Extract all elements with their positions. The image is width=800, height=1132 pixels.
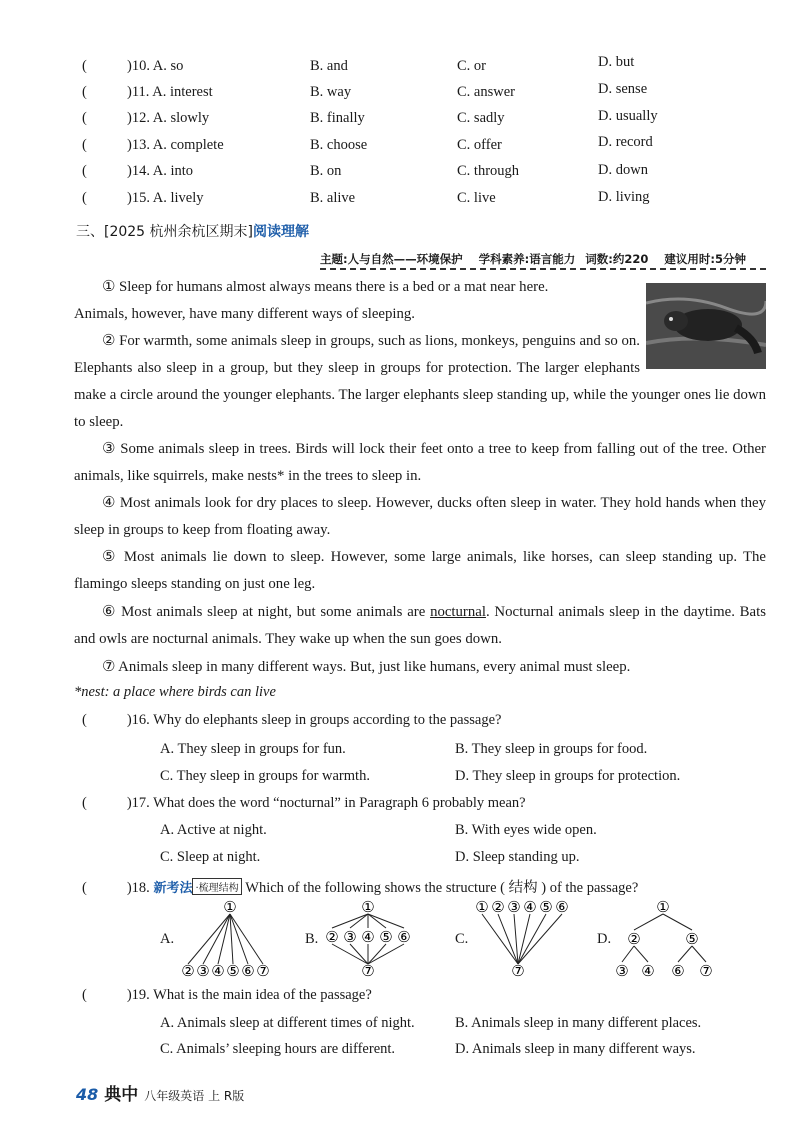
page-footer [76,1080,244,1105]
paragraph-7: ⑦ Animals sleep in many different ways. But, just like humans, every animal must sleep. [102,659,631,675]
answer-paren: ( [82,190,87,206]
diagram-node: ③ [507,898,521,916]
option-c[interactable]: C. through [457,163,520,179]
q19-option-b[interactable]: B. Animals sleep in many different places. [455,1015,702,1031]
option-c[interactable]: C. or [457,58,486,74]
option-c[interactable]: C. offer [457,137,502,153]
diagram-edge [663,914,692,930]
page-number: 48 [76,1085,99,1104]
section-header [76,221,309,241]
q19-option-c[interactable]: C. Animals’ sleeping hours are different. [160,1041,396,1057]
diagram-node: ① [361,898,375,916]
diagram-edge [518,914,562,964]
diagram-node: ⑥ [397,928,411,946]
diagram-edge [350,914,368,928]
cloze-row [0,134,800,161]
option-d[interactable]: D. living [598,189,650,205]
option-c[interactable]: C. live [457,190,496,206]
diagram-edge [692,946,706,962]
q17-option-a[interactable]: A. Active at night. [160,822,267,838]
question-18 [82,876,638,897]
book-title: 八年级英语 上 R版 [144,1089,245,1103]
paragraph-5: ⑤ Most animals lie down to sleep. However, some large animals, like horses, can sleep standing up. The flamingo sleeps standing on just one leg. [74,549,766,592]
cloze-row [0,190,800,214]
option-d[interactable]: D. record [598,134,653,150]
q18-paren: ( [82,880,87,896]
diagram-node: ⑦ [699,962,713,980]
p1-line1: ① Sleep for humans almost always means there is a bed or a mat near here. [102,279,549,295]
q19-option-a[interactable]: A. Animals sleep at different times of night. [160,1015,415,1031]
q18-stem: Which of the following shows the structure ( 结构 ) of the passage? [245,880,639,896]
meta-time: 建议用时:5分钟 [664,252,746,266]
option-b[interactable]: B. and [310,58,348,74]
cloze-row [0,110,800,134]
diagram-node: ⑤ [379,928,393,946]
diagram-b[interactable] [318,898,422,980]
q16-option-d[interactable]: D. They sleep in groups for protection. [455,768,681,784]
diagram-edge [368,914,404,928]
diagram-c-label[interactable]: C. [455,931,469,947]
option-b[interactable]: B. on [310,163,342,179]
diagram-edge [634,914,663,930]
meta-divider [320,268,766,270]
meta-literacy: 学科素养:语言能力 [478,252,576,266]
option-d[interactable]: D. usually [598,108,658,124]
diagram-edge [203,914,230,964]
diagram-a-label[interactable]: A. [160,931,175,947]
diagram-node: ② [627,930,641,948]
q18-num: )18. [126,880,150,896]
q17-option-c[interactable]: C. Sleep at night. [160,849,261,865]
diagram-b-label[interactable]: B. [305,931,319,947]
q16-option-a[interactable]: A. They sleep in groups for fun. [160,741,346,757]
diagram-node: ⑦ [511,962,525,980]
paragraph-1b: Animals, however, have many different ways of sleeping. [74,306,416,322]
option-a[interactable]: )10. A. so [127,58,184,74]
answer-paren: ( [82,137,87,153]
diagram-node: ⑤ [226,962,240,980]
q18-new-tag: 新考法 [153,881,193,896]
q17-option-d[interactable]: D. Sleep standing up. [455,849,580,865]
footnote: *nest: a place where birds can live [74,684,276,700]
question-19 [82,987,372,1004]
diagram-edge [482,914,518,964]
option-b[interactable]: B. choose [310,137,368,153]
diagram-node: ③ [343,928,357,946]
option-c[interactable]: C. answer [457,84,515,100]
paragraph-6: ⑥ Most animals sleep at night, but some animals are nocturnal. Nocturnal animals sleep in the daytime. Bats and owls are nocturnal animals. They wake up when the sun goes down. [74,604,766,647]
q19-stem: )19. What is the main idea of the passage? [126,987,372,1003]
diagram-edge [368,944,386,964]
diagram-edge [368,944,404,964]
diagram-d-label[interactable]: D. [597,931,612,947]
q16-stem: )16. Why do elephants sleep in groups according to the passage? [126,712,502,728]
diagram-a[interactable] [178,898,282,980]
diagram-edge [678,946,692,962]
section-title: 阅读理解 [253,224,310,240]
cloze-row [0,163,800,187]
option-d[interactable]: D. down [598,162,648,178]
section-prefix: 三、[2025 杭州余杭区期末] [76,224,254,240]
diagram-node: ⑦ [361,962,375,980]
answer-paren: ( [82,163,87,179]
diagram-node: ① [656,898,670,916]
option-d[interactable]: D. sense [598,81,648,97]
diagram-node: ④ [211,962,225,980]
diagram-edge [622,946,634,962]
diagram-edge [332,944,368,964]
q17-stem: )17. What does the word “nocturnal” in Paragraph 6 probably mean? [126,795,526,811]
diagram-edge [230,914,263,964]
diagram-node: ⑤ [539,898,553,916]
option-a[interactable]: )14. A. into [127,163,194,179]
option-a[interactable]: )15. A. lively [127,190,204,206]
q17-option-b[interactable]: B. With eyes wide open. [455,822,597,838]
diagram-d[interactable] [608,898,718,980]
option-b[interactable]: B. alive [310,190,356,206]
diagram-node: ⑤ [685,930,699,948]
q18-box-tag: ·梳理结构 [192,878,241,895]
diagram-node: ④ [361,928,375,946]
diagram-node: ② [491,898,505,916]
meta-theme: 主题:人与自然——环境保护 [320,252,463,266]
diagram-node: ⑦ [256,962,270,980]
answer-paren: ( [82,110,87,126]
q16-option-b[interactable]: B. They sleep in groups for food. [455,741,648,757]
diagram-edge [518,914,546,964]
cloze-row [0,54,800,82]
underlined-word: nocturnal [430,604,486,620]
diagram-node: ⑥ [671,962,685,980]
q19-paren: ( [82,987,87,1003]
question-17 [82,795,526,812]
option-a[interactable]: )11. A. interest [127,84,213,100]
paragraph-4: ④ Most animals look for dry places to sleep. However, ducks often sleep in water. They hold hands when they sleep in groups to keep from floating away. [74,495,766,538]
cloze-row [0,81,800,108]
answer-paren: ( [82,84,87,100]
diagram-edge [350,944,368,964]
q17-paren: ( [82,795,87,811]
paragraph-2: ② For warmth, some animals sleep in groups, such as lions, monkeys, penguins and so on. Elephants also sleep in a group, but they sleep in groups for protection. The larger elephants make a circle around the younger elephants. The larger elephants sleep standing up, while the younger ones lie down to sleep. [74,333,766,430]
diagram-node: ③ [615,962,629,980]
brand-logo: 典中 [104,1085,139,1105]
diagram-edge [368,914,386,928]
passage-meta [320,251,746,267]
option-b[interactable]: B. finally [310,110,365,126]
diagram-node: ④ [641,962,655,980]
diagram-node: ① [223,898,237,916]
diagram-edge [634,946,648,962]
q16-paren: ( [82,712,87,728]
diagram-edge [332,914,368,928]
paragraph-3: ③ Some animals sleep in trees. Birds will lock their feet onto a tree to keep from falling out of the tree. Other animals, like squirrels, make nests* in the trees to sleep in. [74,441,766,484]
question-16 [82,712,501,729]
meta-words: 词数:约220 [585,252,649,266]
option-b[interactable]: B. way [310,84,352,100]
option-a[interactable]: )12. A. slowly [127,110,210,126]
answer-paren: ( [82,58,87,74]
paragraph-1a [74,274,640,301]
diagram-node: ③ [196,962,210,980]
q16-option-c[interactable]: C. They sleep in groups for warmth. [160,768,370,784]
diagram-c[interactable] [468,898,572,980]
diagram-node: ④ [523,898,537,916]
q19-option-d[interactable]: D. Animals sleep in many different ways. [455,1041,696,1057]
option-a[interactable]: )13. A. complete [127,137,224,153]
diagram-node: ⑥ [555,898,569,916]
option-c[interactable]: C. sadly [457,110,505,126]
diagram-node: ② [181,962,195,980]
diagram-node: ⑥ [241,962,255,980]
option-d[interactable]: D. but [598,54,635,70]
diagram-node: ① [475,898,489,916]
diagram-node: ② [325,928,339,946]
